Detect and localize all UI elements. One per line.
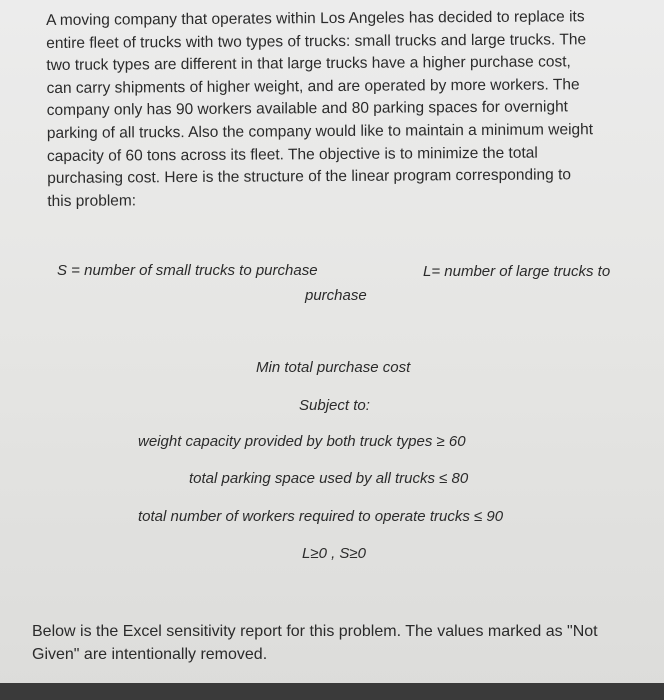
small-truck-variable-definition: S = number of small trucks to purchase [57, 262, 318, 279]
intro-line: can carry shipments of higher weight, and are operated by more workers. The [46, 76, 580, 97]
outro-line: Given" are intentionally removed. [32, 646, 268, 663]
parking-space-constraint: total parking space used by all trucks ≤ 80 [189, 470, 469, 487]
weight-capacity-constraint: weight capacity provided by both truck types ≥ 60 [138, 433, 466, 450]
objective-function: Min total purchase cost [256, 359, 411, 376]
intro-line: capacity of 60 tons across its fleet. The objective is to minimize the total [46, 144, 538, 165]
subject-to-label: Subject to: [299, 397, 370, 414]
intro-line: purchasing cost. Here is the structure of the linear program corresponding to [47, 166, 572, 188]
intro-line: parking of all trucks. Also the company would like to maintain a minimum weight [46, 121, 594, 142]
bottom-edge-bar [0, 683, 664, 700]
intro-line: company only has 90 workers available and 80 parking spaces for overnight [46, 98, 569, 120]
intro-line: A moving company that operates within Los Angeles has decided to replace its [46, 8, 585, 29]
workers-constraint: total number of workers required to operate trucks ≤ 90 [138, 508, 504, 525]
intro-line: this problem: [47, 192, 137, 210]
problem-intro [46, 6, 633, 213]
outro-line: Below is the Excel sensitivity report for this problem. The values marked as "Not [32, 623, 598, 640]
nonnegativity-constraint: L≥0 , S≥0 [302, 545, 366, 562]
intro-line: entire fleet of trucks with two types of trucks: small trucks and large trucks. The [46, 30, 587, 52]
sensitivity-report-note [32, 620, 652, 666]
large-truck-variable-definition: L= number of large trucks to [423, 263, 611, 280]
large-truck-variable-definition-cont: purchase [305, 287, 367, 304]
intro-line: two truck types are different in that large trucks have a higher purchase cost, [46, 53, 571, 75]
